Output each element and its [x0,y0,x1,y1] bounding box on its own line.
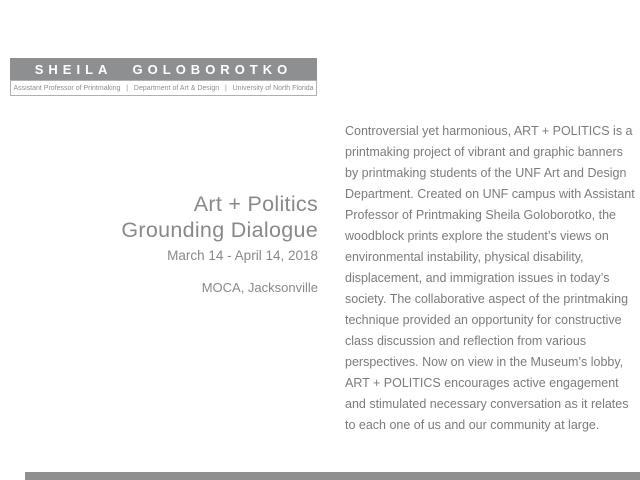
exhibition-venue: MOCA, Jacksonville [201,280,318,295]
paragraph-line: Department. Created on UNF campus with Assistant [345,187,635,201]
paragraph-line: perspectives. Now on view in the Museum’s lobby, [345,355,624,369]
paragraph-line: ART + POLITICS encourages active engagement [345,376,619,390]
paragraph-line: and stimulated necessary conversation as it relates [345,397,629,411]
paragraph-line: woodblock prints explore the student’s views on [345,229,609,243]
next-page-header-bar [25,472,640,480]
paragraph-line: by printmaking students of the UNF Art and Design [345,166,627,180]
exhibition-dates: March 14 - April 14, 2018 [167,248,318,263]
header-subtitle-box [10,80,317,96]
paragraph-line: environmental instability, physical disability, [345,250,584,264]
paragraph-line: technique provided an opportunity for constructive [345,313,622,327]
paragraph-line: Controversial yet harmonious, ART + POLITICS is a [345,124,633,138]
paragraph-line: Professor of Printmaking Sheila Goloborotko, the [345,208,616,222]
exhibition-title-line2: Grounding Dialogue [121,218,318,242]
paragraph-line: to each one of us and our community at large. [345,418,600,432]
header-name: SHEILA GOLOBOROTKO [34,61,293,77]
exhibition-title-block [0,191,318,301]
exhibition-title-line1: Art + Politics [193,192,318,216]
paragraph-line: printmaking project of vibrant and graphic banners [345,145,623,159]
paragraph-line: class discussion and reflection from various [345,334,587,348]
paragraph-line: displacement, and immigration issues in today’s [345,271,610,285]
description-paragraph [345,121,635,436]
header-bar [10,58,317,80]
header-subtitle: Assistant Professor of Printmaking | Department of Art & Design | University of North Florida [13,84,314,92]
paragraph-line: society. The collaborative aspect of the printmaking [345,292,629,306]
